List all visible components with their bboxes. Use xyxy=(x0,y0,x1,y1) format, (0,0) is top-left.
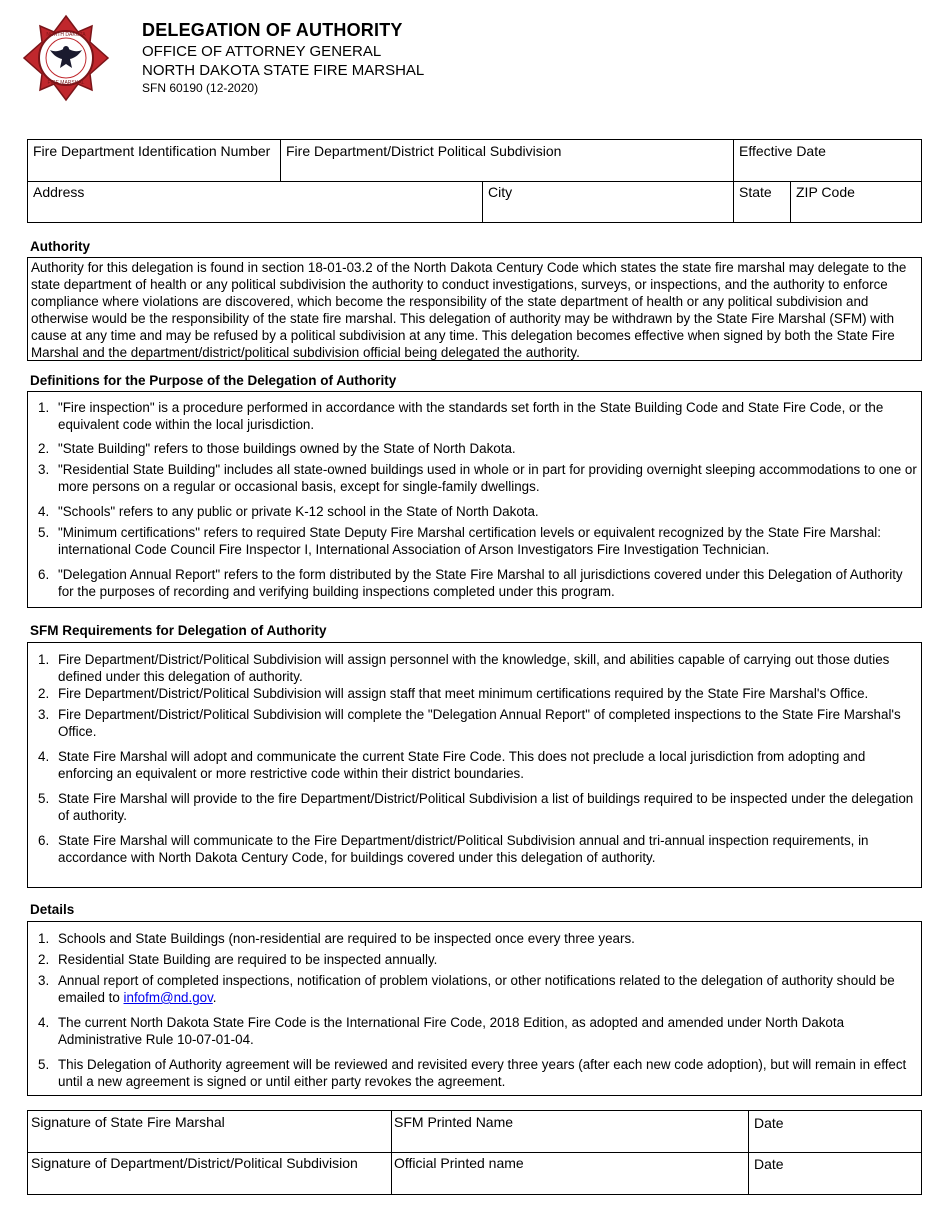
details-list: 1. Schools and State Buildings (non-residential are required to be inspected once every three years. 2. Residential State Building are required to be inspected annually. 3. Annual report of completed inspections, notification of problem violations, or other notifications related to the delegation of authority should be emailed to infofm@nd.gov. 4. The current North Dakota State Fire Code is the International Fire Code, 2018 Edition, as adopted and amended under North Dakota Administrative Rule 10-07-01-04. 5. This Delegation of Authority agreement will be reviewed and revisited every three years (after each new code adoption), but will remain in effect until a new agreement is signed or until either party revokes the agreement. xyxy=(27,921,922,1096)
email-link[interactable]: infofm@nd.gov xyxy=(123,990,213,1005)
official-name-field[interactable] xyxy=(391,1152,748,1194)
effective-date-label: Effective Date xyxy=(739,143,826,159)
zip-field[interactable] xyxy=(790,181,921,222)
requirements-heading: SFM Requirements for Delegation of Authority xyxy=(30,623,327,638)
subdivision-field[interactable] xyxy=(280,140,733,181)
division-name: NORTH DAKOTA STATE FIRE MARSHAL xyxy=(142,62,425,79)
effective-date-field[interactable] xyxy=(733,140,921,181)
dept-signature-label: Signature of Department/District/Political Subdivision xyxy=(31,1155,358,1171)
definitions-heading: Definitions for the Purpose of the Delegation of Authority xyxy=(30,373,397,388)
address-field[interactable] xyxy=(28,181,482,222)
svg-text:NORTH DAKOTA: NORTH DAKOTA xyxy=(46,32,86,38)
authority-heading: Authority xyxy=(30,239,90,254)
identification-fields xyxy=(27,139,922,223)
city-label: City xyxy=(488,184,513,200)
fd-id-field[interactable] xyxy=(28,140,280,181)
sfm-name-label: SFM Printed Name xyxy=(394,1114,514,1130)
state-label: State xyxy=(739,184,772,200)
svg-text:FIRE MARSHAL: FIRE MARSHAL xyxy=(47,80,85,86)
sfm-date-label: Date xyxy=(754,1115,784,1131)
signature-fields xyxy=(27,1110,922,1195)
sfm-date-field[interactable] xyxy=(748,1111,921,1152)
dept-signature-field[interactable] xyxy=(28,1152,391,1194)
address-label: Address xyxy=(33,184,85,200)
form-title: DELEGATION OF AUTHORITY xyxy=(142,20,403,40)
zip-label: ZIP Code xyxy=(796,184,855,200)
fd-id-label: Fire Department Identification Number xyxy=(33,143,271,159)
city-field[interactable] xyxy=(482,181,733,222)
sfm-signature-label: Signature of State Fire Marshal xyxy=(31,1114,225,1130)
state-field[interactable] xyxy=(733,181,790,222)
authority-text: Authority for this delegation is found in section 18-01-03.2 of the North Dakota Century Code which states the state fire marshal may delegate to the state department of health or any political subdivision the authority to conduct investigations, surveys, or inspections, and the authority to enforce compliance where violations are discovered, which become the responsibility of the state department of health or any political subdivision and otherwise would be the responsibility of the state fire marshal. This delegation of authority may be withdrawn by the State Fire Marshal (SFM) with cause at any time and may be refused by a political subdivision at any time. This delegation becomes effective when signed by both the State Fire Marshal and the department/district/political subdivision official being delegated the authority. xyxy=(27,257,922,361)
subdivision-label: Fire Department/District Political Subdivision xyxy=(286,143,562,159)
form-number: SFN 60190 (12-2020) xyxy=(142,81,259,95)
details-heading: Details xyxy=(30,902,75,917)
dept-date-label: Date xyxy=(754,1156,784,1172)
official-name-label: Official Printed name xyxy=(394,1155,524,1171)
fire-marshal-seal-icon xyxy=(20,12,112,104)
dept-date-field[interactable] xyxy=(748,1152,921,1194)
definitions-list: 1. "Fire inspection" is a procedure performed in accordance with the standards set forth in the State Building Code and State Fire Code, or the equivalent code within the local jurisdiction. 2. "State Building" refers to those buildings owned by the State of North Dakota. 3. "Residential State Building" includes all state-owned buildings used in whole or in part for providing overnight sleeping accommodations to one or more persons on a regular or occasional basis, except for single-family dwellings. 4. "Schools" refers to any public or private K-12 school in the State of North Dakota. 5. "Minimum certifications" refers to required State Deputy Fire Marshal certification levels or equivalent recognized by the State Fire Marshal: international Code Council Fire Inspector I, International Association of Arson Investigators Fire Investigation Technician. 6. "Delegation Annual Report" refers to the form distributed by the State Fire Marshal to all jurisdictions covered under this Delegation of Authority for the purposes of recording and verifying building inspections completed under this program. xyxy=(27,391,922,608)
requirements-list: 1. Fire Department/District/Political Subdivision will assign personnel with the knowledge, skill, and abilities capable of carrying out those duties defined under this delegation of authority. 2. Fire Department/District/Political Subdivision will assign staff that meet minimum certifications required by the State Fire Marshal's Office. 3. Fire Department/District/Political Subdivision will complete the "Delegation Annual Report" of completed inspections to the State Fire Marshal's Office. 4. State Fire Marshal will adopt and communicate the current State Fire Code. This does not preclude a local jurisdiction from adopting and enforcing an equivalent or more restrictive code within their district boundaries. 5. State Fire Marshal will provide to the fire Department/District/Political Subdivision a list of buildings required to be inspected under the delegation of authority. 6. State Fire Marshal will communicate to the Fire Department/district/Political Subdivision annual and tri-annual inspection requirements, in accordance with North Dakota Century Code, for buildings covered under this delegation of authority. xyxy=(27,642,922,888)
sfm-name-field[interactable] xyxy=(391,1111,748,1152)
office-name: OFFICE OF ATTORNEY GENERAL xyxy=(142,43,382,60)
sfm-signature-field[interactable] xyxy=(28,1111,391,1152)
